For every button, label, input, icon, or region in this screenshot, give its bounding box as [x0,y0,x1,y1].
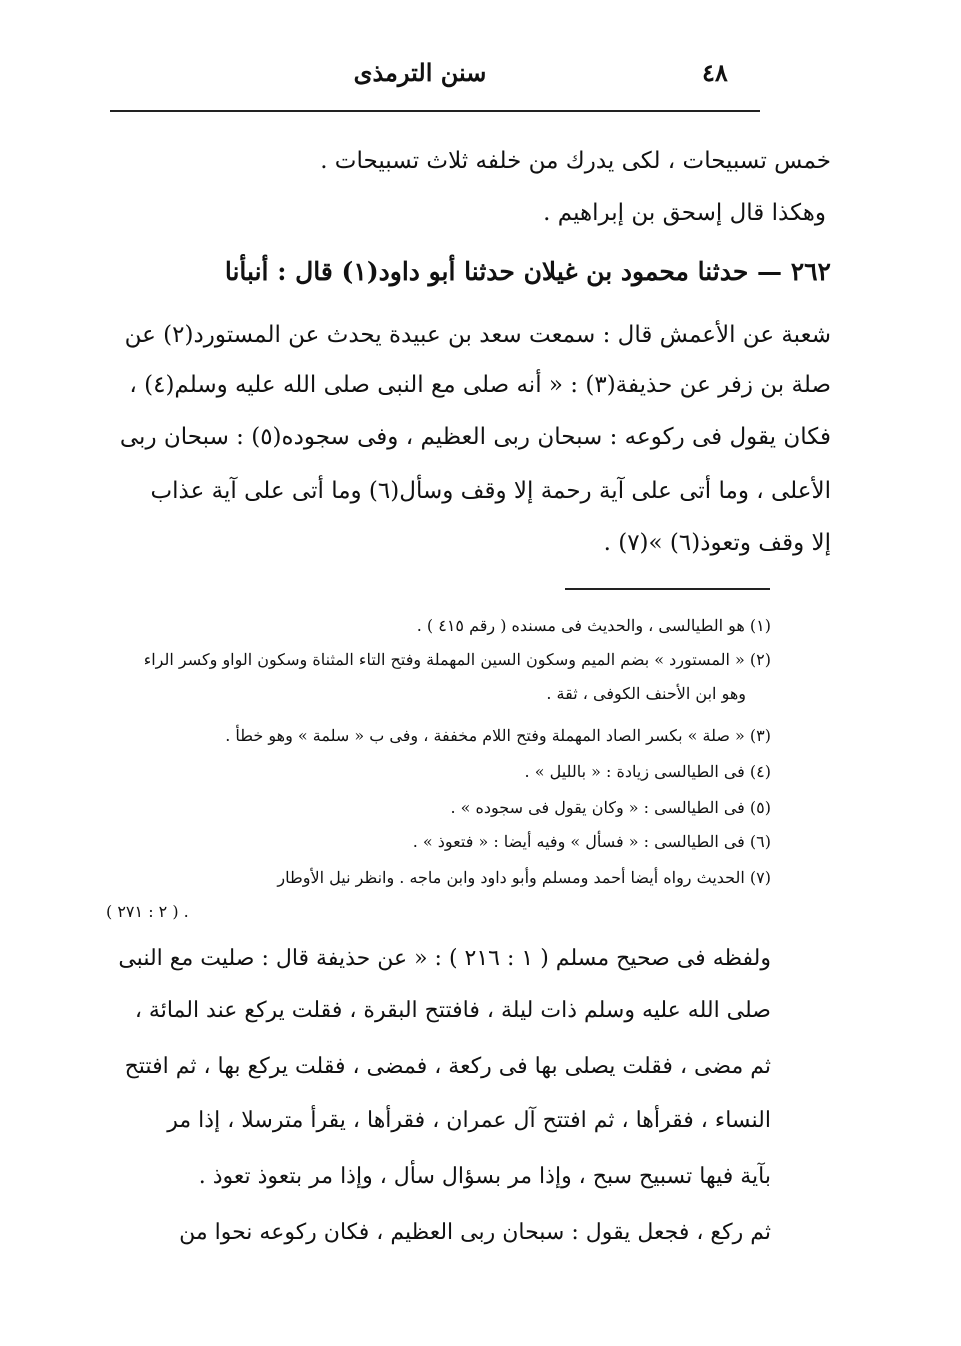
main-text-line: شعبة عن الأعمش قال : سمعت سعد بن عبيدة يحدث عن المستورد(٢) عن [124,322,831,348]
main-text-line: صلة بن زفر عن حذيفة(٣) : « أنه صلى مع النبى صلى الله عليه وسلم(٤) ، [129,372,831,398]
footnote: (٥) فى الطيالسى : « وكان يقول فى سجوده » . [450,798,771,817]
footnote: (٣) « صلة » بكسر الصاد المهملة وفتح اللام مخففة ، وفى ب « سلمة » وهو خطأ . [225,726,771,745]
commentary-line: النساء ، فقرأها ، ثم افتتح آل عمران ، فقرأها ، يقرأ مترسلا ، إذا مر [167,1108,771,1133]
header-rule [110,110,760,112]
commentary-line: صلى الله عليه وسلم ذات ليلة ، فافتتح البقرة ، فقلت يركع عند المائة ، [134,998,771,1023]
commentary-line: ثم ركع ، فجعل يقول : سبحان ربى العظيم ، فكان ركوعه نحوا من [179,1220,771,1245]
hadith-heading-line: ٢٦٢ — حدثنا محمود بن غيلان حدثنا أبو داود(١) قال : أنبأنا [224,257,831,286]
main-text-line: خمس تسبيحات ، لكى يدرك من خلفه ثلاث تسبيحات . [320,148,831,174]
commentary-line: بآية فيها تسبيح سبح ، وإذا مر بسؤال سأل ، وإذا مر بتعوذ تعوذ . [198,1164,771,1189]
footnote: (٧) الحديث رواه أيضا أحمد ومسلم وأبو داود وابن ماجه . وانظر نيل الأوطار [277,868,771,887]
main-text-line: إلا وقف وتعوذ(٦) »(٧) . [603,530,831,556]
footnote: (١) هو الطيالسى ، والحديث فى مسنده ( رقم ٤١٥ ) . [416,616,771,635]
footnote-rule [565,588,770,590]
footnote: (٢) « المستورد » بضم الميم وسكون السين المهملة وفتح التاء المثناة وسكون الواو وكسر الراء [143,650,771,669]
running-title: سنن الترمذى [353,58,487,87]
main-text-line: فكان يقول فى ركوعه : سبحان ربى العظيم ، وفى سجوده(٥) : سبحان ربى [119,424,831,450]
footnote-continuation: وهو ابن الأحنف الكوفى ، ثقة . [546,684,746,703]
commentary-line: ثم مضى ، فقلت يصلى بها فى ركعة ، فمضى ، فقلت يركع بها ، ثم افتتح [124,1054,771,1079]
main-text-line: الأعلى ، وما أتى على آية رحمة إلا وقف وسأل(٦) وما أتى على آية عذاب [150,478,831,504]
footnote-continuation: ( ٢ : ٢٧١ ) . [106,902,189,921]
footnote: (٤) فى الطيالسى زيادة : « بالليل » . [524,762,771,781]
main-text-line: وهكذا قال إسحق بن إبراهيم . [543,200,826,226]
footnote: (٦) فى الطيالسى : « فسأل » وفيه أيضا : « فتعوذ » . [412,832,771,851]
page-number: ٤٨ [702,58,728,87]
commentary-line: ولفظه فى صحيح مسلم ( ١ : ٢١٦ ) : « عن حذيفة قال : صليت مع النبى [118,946,771,971]
